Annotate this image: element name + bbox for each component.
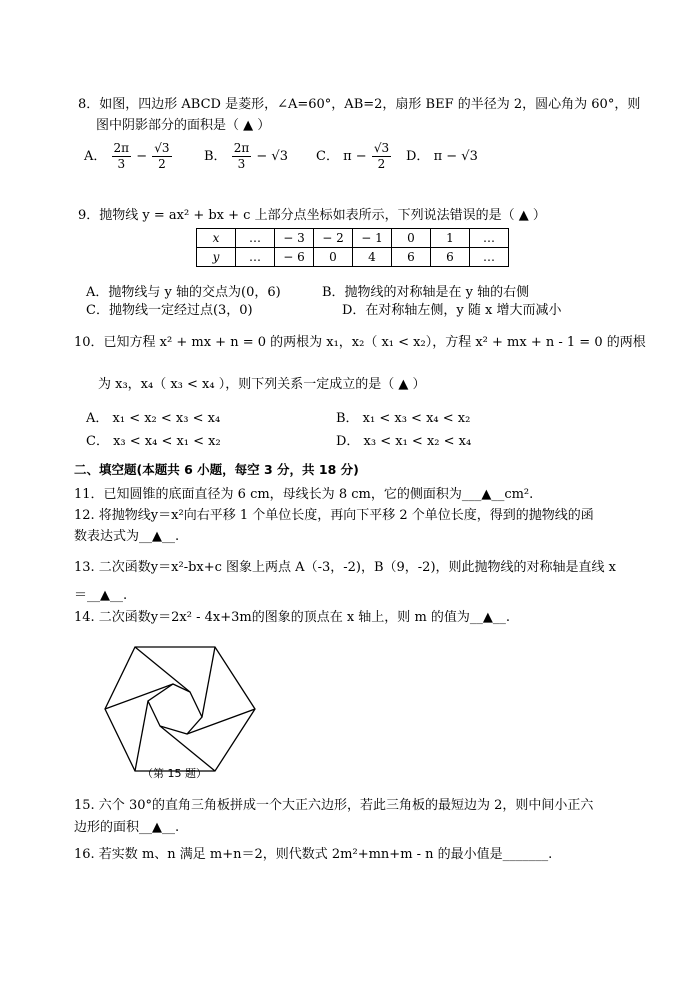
table-cell: − 1 (353, 229, 392, 248)
q8-option-b: B． $\frac{2\pi}{3}$ − √3 (204, 141, 288, 171)
table-cell: … (470, 248, 509, 267)
section-heading-fill-blank: 二、填空题(本题共 6 小题，每空 3 分，共 18 分) (74, 462, 359, 477)
fig15-caption: （第 15 题） (142, 767, 207, 780)
q8-line2: 图中阴影部分的面积是（ ▲ ） (96, 118, 271, 133)
q14: 14. 二次函数y＝2x² - 4x+3m的图象的顶点在 x 轴上，则 m 的值为__▲__. (74, 610, 511, 625)
q9-option-c: C．抛物线一定经过点(3，0) (86, 303, 253, 318)
q10-option-b: B． x₁ < x₃ < x₄ < x₂ (336, 411, 471, 426)
q15-line1: 15. 六个 30°的直角三角板拼成一个大正六边形，若此三角板的最短边为 2，则中间小正六 (74, 798, 594, 813)
q12-line1: 12. 将抛物线y＝x²向右平移 1 个单位长度，再向下平移 2 个单位长度，得到的抛物线的函 (74, 508, 594, 523)
q13-line2: ＝__▲__. (74, 588, 128, 603)
q8-line1: 8．如图，四边形 ABCD 是菱形，∠A=60°，AB=2，扇形 BEF 的半径为 2，圆心角为 60°，则 (78, 97, 641, 112)
outer-hexagon (105, 647, 255, 771)
q9-option-b: B．抛物线的对称轴是在 y 轴的右侧 (322, 285, 530, 300)
q9-table (196, 228, 509, 267)
fig15-hexagon (100, 644, 260, 784)
q11: 11．已知圆锥的底面直径为 6 cm，母线长为 8 cm，它的侧面积为___▲__cm². (74, 487, 534, 502)
q16: 16. 若实数 m、n 满足 m+n＝2，则代数式 2m²+mn+m - n 的最小值是_______. (74, 847, 553, 862)
table-cell: 0 (392, 229, 431, 248)
q10-option-a: A． x₁ < x₂ < x₃ < x₄ (86, 411, 221, 426)
table-cell: … (470, 229, 509, 248)
inner-triangle-lines (105, 647, 255, 771)
table-row (197, 248, 509, 267)
table-cell: x (197, 229, 236, 248)
table-cell: … (236, 229, 275, 248)
table-cell: − 2 (314, 229, 353, 248)
q15-line2: 边形的面积__▲__. (74, 820, 180, 835)
q9-stem: 9．抛物线 y = ax² + bx + c 上部分点坐标如表所示，下列说法错误的是（ ▲ ） (78, 208, 546, 223)
q10-line1: 10．已知方程 x² + mx + n = 0 的两根为 x₁，x₂（ x₁ < x₂），方程 x² + mx + n - 1 = 0 的两根 (74, 335, 646, 350)
table-cell: y (197, 248, 236, 267)
q10-option-c: C． x₃ < x₄ < x₁ < x₂ (86, 434, 221, 449)
table-cell: … (236, 248, 275, 267)
q12-line2: 数表达式为__▲__. (74, 529, 180, 544)
table-row (197, 229, 509, 248)
table-cell: 1 (431, 229, 470, 248)
table-cell: 0 (314, 248, 353, 267)
q10-option-d: D． x₃ < x₁ < x₂ < x₄ (336, 434, 472, 449)
table-cell: − 3 (275, 229, 314, 248)
q9-option-d: D．在对称轴左侧，y 随 x 增大而减小 (342, 303, 562, 318)
q8-option-d: D． π − √3 (406, 149, 478, 164)
table-cell: 6 (392, 248, 431, 267)
q13-line1: 13. 二次函数y＝x²-bx+c 图象上两点 A（-3，-2)，B（9，-2)，则此抛物线的对称轴是直线 x (74, 560, 616, 575)
table-cell: 6 (431, 248, 470, 267)
q8-option-c: C． π − $\frac{√3}{2}$ (316, 141, 390, 171)
table-cell: − 6 (275, 248, 314, 267)
q10-line2: 为 x₃，x₄（ x₃ < x₄ ），则下列关系一定成立的是（ ▲ ） (98, 377, 426, 392)
q8-option-a: A． $\frac{2\pi}{3}$ − $\frac{√3}{2}$ (84, 141, 170, 171)
q9-option-a: A．抛物线与 y 轴的交点为(0，6) (86, 285, 281, 300)
table-cell: 4 (353, 248, 392, 267)
